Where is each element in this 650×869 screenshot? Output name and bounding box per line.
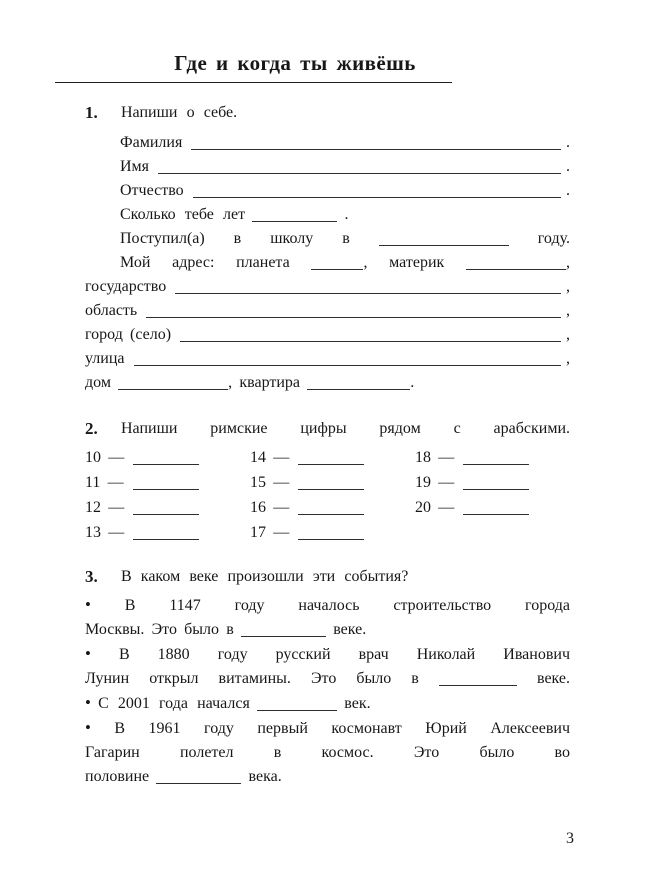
firstname-label: Имя [120, 158, 150, 175]
surname-line [120, 131, 570, 155]
bullet-icon: • [85, 644, 91, 663]
age-line [120, 203, 570, 227]
numeral-label-11: 11 — [85, 474, 124, 491]
numeral-blank-13[interactable] [133, 525, 199, 540]
exercise-3-prompt: В каком веке произошли эти события? [121, 568, 409, 585]
numeral-cell-10 [85, 445, 250, 470]
event-1-text-1: В 1147 году началось строительство города [124, 597, 570, 614]
numeral-cell-20 [415, 495, 570, 520]
address-comma: , [566, 254, 571, 271]
numeral-blank-12[interactable] [133, 500, 199, 515]
exercise-1-number: 1. [85, 103, 98, 122]
event-1-text-2: Москвы. Это было в [85, 621, 234, 638]
numeral-cell-15 [250, 470, 415, 495]
event-3-line [85, 691, 570, 716]
event-1-suffix: веке. [333, 621, 367, 638]
state-blank[interactable] [175, 279, 561, 294]
patronymic-period: . [566, 182, 570, 199]
numeral-cell-11 [85, 470, 250, 495]
surname-blank[interactable] [191, 135, 561, 150]
numeral-label-19: 19 — [415, 474, 455, 491]
numeral-cell-19 [415, 470, 570, 495]
school-year-blank[interactable] [379, 231, 509, 246]
bullet-icon: • [85, 718, 91, 737]
page-header [55, 50, 572, 83]
numeral-label-15: 15 — [250, 474, 290, 491]
numeral-cell-18 [415, 445, 570, 470]
numeral-blank-18[interactable] [463, 450, 529, 465]
age-blank[interactable] [252, 207, 337, 222]
exercise-1 [85, 101, 570, 395]
region-label: область [85, 302, 138, 319]
numeral-cell-16 [250, 495, 415, 520]
title-rule [55, 82, 452, 83]
region-blank[interactable] [146, 303, 561, 318]
numeral-label-18: 18 — [415, 449, 455, 466]
planet-blank[interactable] [311, 255, 363, 270]
event-3-suffix: век. [344, 695, 371, 712]
event-2-text-1: В 1880 году русский врач Николай Иванович [118, 646, 570, 663]
house-period: . [410, 374, 415, 391]
house-label: дом [85, 374, 111, 391]
apartment-blank[interactable] [307, 375, 410, 390]
numeral-label-10: 10 — [85, 449, 125, 466]
numeral-label-13: 13 — [85, 524, 125, 541]
event-4-century-blank[interactable] [156, 769, 241, 784]
numeral-blank-19[interactable] [463, 475, 529, 490]
exercise-2 [85, 417, 570, 545]
numerals-column-2 [250, 445, 415, 545]
event-3-century-blank[interactable] [257, 696, 337, 711]
city-line [85, 323, 570, 347]
event-1-line-1 [85, 593, 570, 618]
exercise-2-number: 2. [85, 419, 98, 438]
numeral-cell-12 [85, 495, 250, 520]
age-label: Сколько тебе лет [120, 206, 246, 223]
street-comma: , [566, 350, 570, 367]
numeral-cell-13 [85, 520, 250, 545]
street-blank[interactable] [134, 351, 561, 366]
numerals-column-1 [85, 445, 250, 545]
roman-numerals-grid [85, 445, 570, 545]
numeral-blank-16[interactable] [298, 500, 364, 515]
page-title: Где и когда ты живёшь [174, 51, 416, 75]
state-label: государство [85, 278, 167, 295]
region-line [85, 299, 570, 323]
house-line [85, 371, 570, 395]
street-line [85, 347, 570, 371]
numeral-blank-20[interactable] [463, 500, 529, 515]
event-4-text-2: Гагарин полетел в космос. Это было во [85, 744, 570, 761]
school-line [120, 227, 570, 251]
event-2-text-2: Лунин открыл витамины. Это было в [85, 670, 419, 687]
patronymic-label: Отчество [120, 182, 184, 199]
event-4-line-1 [85, 716, 570, 741]
event-2-line-2 [85, 667, 570, 691]
numeral-blank-11[interactable] [133, 475, 199, 490]
continent-blank[interactable] [466, 255, 566, 270]
numeral-blank-10[interactable] [133, 450, 199, 465]
numeral-label-14: 14 — [250, 449, 290, 466]
exercise-3-header [85, 565, 570, 589]
surname-label: Фамилия [120, 134, 183, 151]
page-number: 3 [566, 830, 574, 847]
city-blank[interactable] [180, 327, 561, 342]
region-comma: , [566, 302, 570, 319]
exercise-1-header [85, 101, 570, 125]
bullet-icon: • [85, 693, 91, 712]
numerals-column-3 [415, 445, 570, 545]
firstname-period: . [566, 158, 570, 175]
exercise-3 [85, 565, 570, 789]
state-comma: , [566, 278, 570, 295]
numeral-label-16: 16 — [250, 499, 290, 516]
patronymic-blank[interactable] [193, 183, 561, 198]
numeral-label-20: 20 — [415, 499, 455, 516]
surname-period: . [566, 134, 570, 151]
continent-label: , материк [363, 254, 445, 271]
event-4-line-2 [85, 741, 570, 765]
exercise-2-header [85, 417, 570, 441]
event-1-century-blank[interactable] [241, 622, 326, 637]
street-label: улица [85, 350, 125, 367]
event-2-line-1 [85, 642, 570, 667]
numeral-blank-15[interactable] [298, 475, 364, 490]
firstname-blank[interactable] [158, 159, 561, 174]
event-2-suffix: веке. [536, 670, 571, 687]
numeral-blank-17[interactable] [298, 525, 364, 540]
event-4-line-3 [85, 765, 570, 789]
numeral-cell-14 [250, 445, 415, 470]
event-4-suffix: века. [248, 768, 282, 785]
firstname-line [120, 155, 570, 179]
school-suffix: году. [537, 230, 571, 247]
bullet-icon: • [85, 595, 91, 614]
event-3-text: С 2001 года начался [98, 695, 250, 712]
address-line [120, 251, 570, 275]
numeral-label-17: 17 — [250, 524, 290, 541]
numeral-label-12: 12 — [85, 499, 125, 516]
age-period: . [344, 206, 349, 223]
numeral-blank-14[interactable] [298, 450, 364, 465]
events-list [85, 593, 570, 789]
exercise-1-prompt: Напиши о себе. [121, 104, 238, 121]
event-1-line-2 [85, 618, 570, 642]
event-4-text-3: половине [85, 768, 150, 785]
school-label: Поступил(а) в школу в [120, 230, 350, 247]
about-me-fields [85, 131, 570, 395]
event-4-text-1: В 1961 году первый космонавт Юрий Алексеевич [114, 720, 571, 737]
numeral-cell-17 [250, 520, 415, 545]
planet-label: Мой адрес: планета [120, 254, 290, 271]
city-label: город (село) [85, 326, 172, 343]
house-blank[interactable] [118, 375, 228, 390]
exercise-3-number: 3. [85, 567, 98, 586]
patronymic-line [120, 179, 570, 203]
apartment-label: , квартира [228, 374, 301, 391]
state-line [85, 275, 570, 299]
event-2-century-blank[interactable] [439, 671, 517, 686]
city-comma: , [566, 326, 570, 343]
exercise-2-prompt: Напиши римские цифры рядом с арабскими. [121, 420, 570, 437]
